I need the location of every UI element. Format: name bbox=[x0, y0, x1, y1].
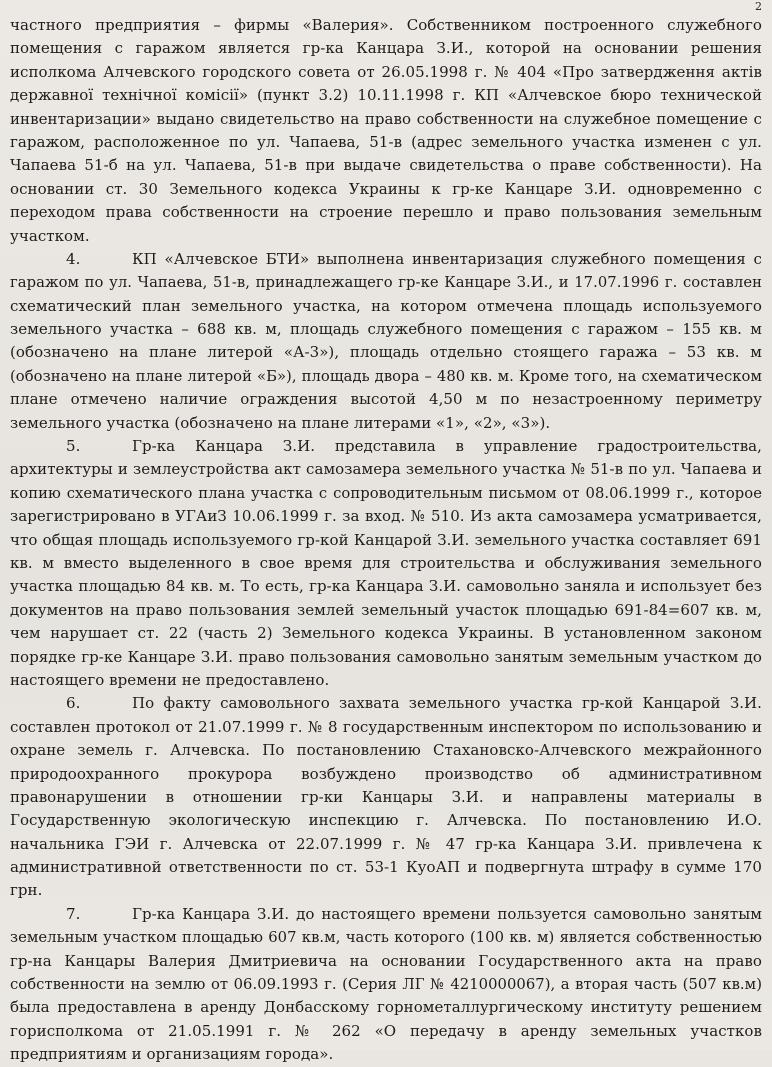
line-text: предприятиям и организациям города». bbox=[10, 1045, 334, 1064]
text-line bbox=[10, 412, 762, 435]
line-text: Чапаева 51-б на ул. Чапаева, 51-в при выдаче свидетельства о праве собственности). На bbox=[10, 156, 762, 175]
text-line bbox=[10, 248, 762, 271]
line-text: горисполкома от 21.05.1991 г. № 262 «О передачу в аренду земельных участков bbox=[10, 1021, 762, 1040]
text-line bbox=[10, 809, 762, 832]
text-line bbox=[10, 716, 762, 739]
line-text: частного предприятия – фирмы «Валерия». Собственником построенного служебного bbox=[10, 16, 762, 34]
text-line bbox=[10, 950, 762, 973]
line-text: административной ответственности по ст. 53-1 КуоАП и подвергнута штрафу в сумме 170 bbox=[10, 858, 762, 877]
text-line bbox=[10, 341, 762, 364]
text-line bbox=[10, 996, 762, 1019]
text-line bbox=[10, 646, 762, 669]
text-line bbox=[10, 84, 762, 107]
line-text: основании ст. 30 Земельного кодекса Украины к гр-ке Канцаре З.И. одновременно с bbox=[10, 179, 762, 198]
text-line bbox=[10, 295, 762, 318]
text-line bbox=[10, 435, 762, 458]
text-line bbox=[10, 505, 762, 528]
line-text: земельного участка (обозначено на плане литерами «1», «2», «3»). bbox=[10, 413, 551, 432]
line-text: По факту самовольного захвата земельного участка гр-кой Канцарой З.И. bbox=[132, 694, 762, 713]
text-line bbox=[10, 692, 762, 715]
line-text: исполкома Алчевского городского совета от 26.05.1998 г. № 404 «Про затвердження актів bbox=[10, 62, 762, 81]
line-text: зарегистрировано в УГАиЗ 10.06.1999 г. за вход. № 510. Из акта самозамера усматривается, bbox=[10, 507, 762, 526]
text-line bbox=[10, 1043, 762, 1066]
line-text: Государственную экологическую инспекцию г. Алчевска. По постановлению И.О. bbox=[10, 811, 762, 830]
text-line bbox=[10, 14, 762, 37]
text-line bbox=[10, 482, 762, 505]
line-text: гаражом, расположенное по ул. Чапаева, 51-в (адрес земельного участка изменен с ул. bbox=[10, 132, 762, 151]
line-text: земельным участком площадью 607 кв.м, часть которого (100 кв. м) является собственностью bbox=[10, 929, 762, 947]
line-text: помещения с гаражом является гр-ка Канцара З.И., которой на основании решения bbox=[10, 39, 762, 58]
paragraph-number: 7. bbox=[66, 904, 81, 923]
line-text: (обозначено на плане литерой «А-3»), площадь отдельно стоящего гаража – 53 кв. м bbox=[10, 343, 762, 362]
line-text: земельного участка – 688 кв. м, площадь служебного помещения с гаражом – 155 кв. м bbox=[10, 320, 762, 339]
text-line bbox=[10, 763, 762, 786]
text-line bbox=[10, 201, 762, 224]
text-line bbox=[10, 1020, 762, 1043]
text-line bbox=[10, 926, 762, 949]
paragraph-number: 6. bbox=[66, 694, 81, 713]
line-text: инвентаризации» выдано свидетельство на право собственности на служебное помещение с bbox=[10, 109, 762, 128]
text-line bbox=[10, 178, 762, 201]
document-body bbox=[10, 14, 762, 1067]
line-text: участка площадью 84 кв. м. То есть, гр-ка Канцара З.И. самовольно заняла и использует без bbox=[10, 577, 762, 596]
line-text: начальника ГЭИ г. Алчевска от 22.07.1999 г. № 47 гр-ка Канцара З.И. привлечена к bbox=[10, 834, 762, 853]
line-text: Гр-ка Канцара З.И. до настоящего времени пользуется самовольно занятым bbox=[132, 904, 762, 923]
line-text: схематический план земельного участка, на котором отмечена площадь используемого bbox=[10, 296, 762, 315]
line-text: была предоставлена в аренду Донбасскому горнометаллургическому институту решением bbox=[10, 998, 762, 1017]
text-line bbox=[10, 599, 762, 622]
line-text: грн. bbox=[10, 881, 43, 900]
line-text: Гр-ка Канцара З.И. представила в управление градостроительства, bbox=[132, 437, 762, 456]
text-line bbox=[10, 973, 762, 996]
paragraph-number: 5. bbox=[66, 437, 81, 456]
text-line bbox=[10, 575, 762, 598]
text-line bbox=[10, 271, 762, 294]
text-line bbox=[10, 552, 762, 575]
text-line bbox=[10, 669, 762, 692]
text-line bbox=[10, 529, 762, 552]
line-text: что общая площадь используемого гр-кой Канцарой З.И. земельного участка составляет 691 bbox=[10, 530, 762, 549]
text-line bbox=[10, 622, 762, 645]
line-text: плане отмечено наличие ограждения высотой 4,50 м по незастроенному периметру bbox=[10, 390, 762, 409]
line-text: составлен протокол от 21.07.1999 г. № 8 государственным инспектором по использованию и bbox=[10, 717, 762, 736]
text-line bbox=[10, 225, 762, 248]
text-line bbox=[10, 318, 762, 341]
text-line bbox=[10, 786, 762, 809]
line-text: правонарушении в отношении гр-ки Канцары З.И. и направлены материалы в bbox=[10, 787, 762, 806]
line-text: документов на право пользования землей земельный участок площадью 691-84=607 кв. м, bbox=[10, 600, 762, 619]
line-text: переходом права собственности на строение перешло и право пользования земельным bbox=[10, 203, 762, 222]
line-text: (обозначено на плане литерой «Б»), площадь двора – 480 кв. м. Кроме того, на схематическом bbox=[10, 367, 762, 385]
text-line bbox=[10, 903, 762, 926]
line-text: природоохранного прокурора возбуждено производство об административном bbox=[10, 764, 762, 783]
line-text: гаражом по ул. Чапаева, 51-в, принадлежащего гр-ке Канцаре З.И., и 17.07.1996 г. составлен bbox=[10, 274, 762, 292]
page-number: 2 bbox=[754, 0, 762, 13]
text-line bbox=[10, 108, 762, 131]
line-text: гр-на Канцары Валерия Дмитриевича на основании Государственного акта на право bbox=[10, 951, 762, 970]
text-line bbox=[10, 856, 762, 879]
text-line bbox=[10, 833, 762, 856]
line-text: чем нарушает ст. 22 (часть 2) Земельного кодекса Украины. В установленном законом bbox=[10, 624, 762, 643]
text-line bbox=[10, 154, 762, 177]
text-line bbox=[10, 388, 762, 411]
text-line bbox=[10, 37, 762, 60]
line-text: державної технічної комісії» (пункт 3.2) 10.11.1998 г. КП «Алчевское бюро технической bbox=[10, 86, 762, 105]
line-text: копию схематического плана участка с сопроводительным письмом от 08.06.1999 г., которое bbox=[10, 484, 762, 502]
text-line bbox=[10, 739, 762, 762]
text-line bbox=[10, 365, 762, 388]
line-text: участком. bbox=[10, 226, 90, 245]
paragraph-number: 4. bbox=[66, 249, 81, 268]
line-text: настоящего времени не предоставлено. bbox=[10, 670, 330, 689]
text-line bbox=[10, 879, 762, 902]
text-line bbox=[10, 61, 762, 84]
line-text: КП «Алчевское БТИ» выполнена инвентаризация служебного помещения с bbox=[132, 249, 762, 268]
text-line bbox=[10, 458, 762, 481]
line-text: кв. м вместо выделенного в свое время для строительства и обслуживания земельного bbox=[10, 553, 762, 572]
line-text: архитектуры и землеустройства акт самозамера земельного участка № 51-в по ул. Чапаева и bbox=[10, 460, 762, 479]
text-line bbox=[10, 131, 762, 154]
line-text: охране земель г. Алчевска. По постановлению Стахановско-Алчевского межрайонного bbox=[10, 741, 762, 760]
line-text: собственности на землю от 06.09.1993 г. (Серия ЛГ № 4210000067), а вторая часть (507 кв.м) bbox=[10, 976, 762, 994]
line-text: порядке гр-ке Канцаре З.И. право пользования самовольно занятым земельным участком до bbox=[10, 647, 762, 666]
